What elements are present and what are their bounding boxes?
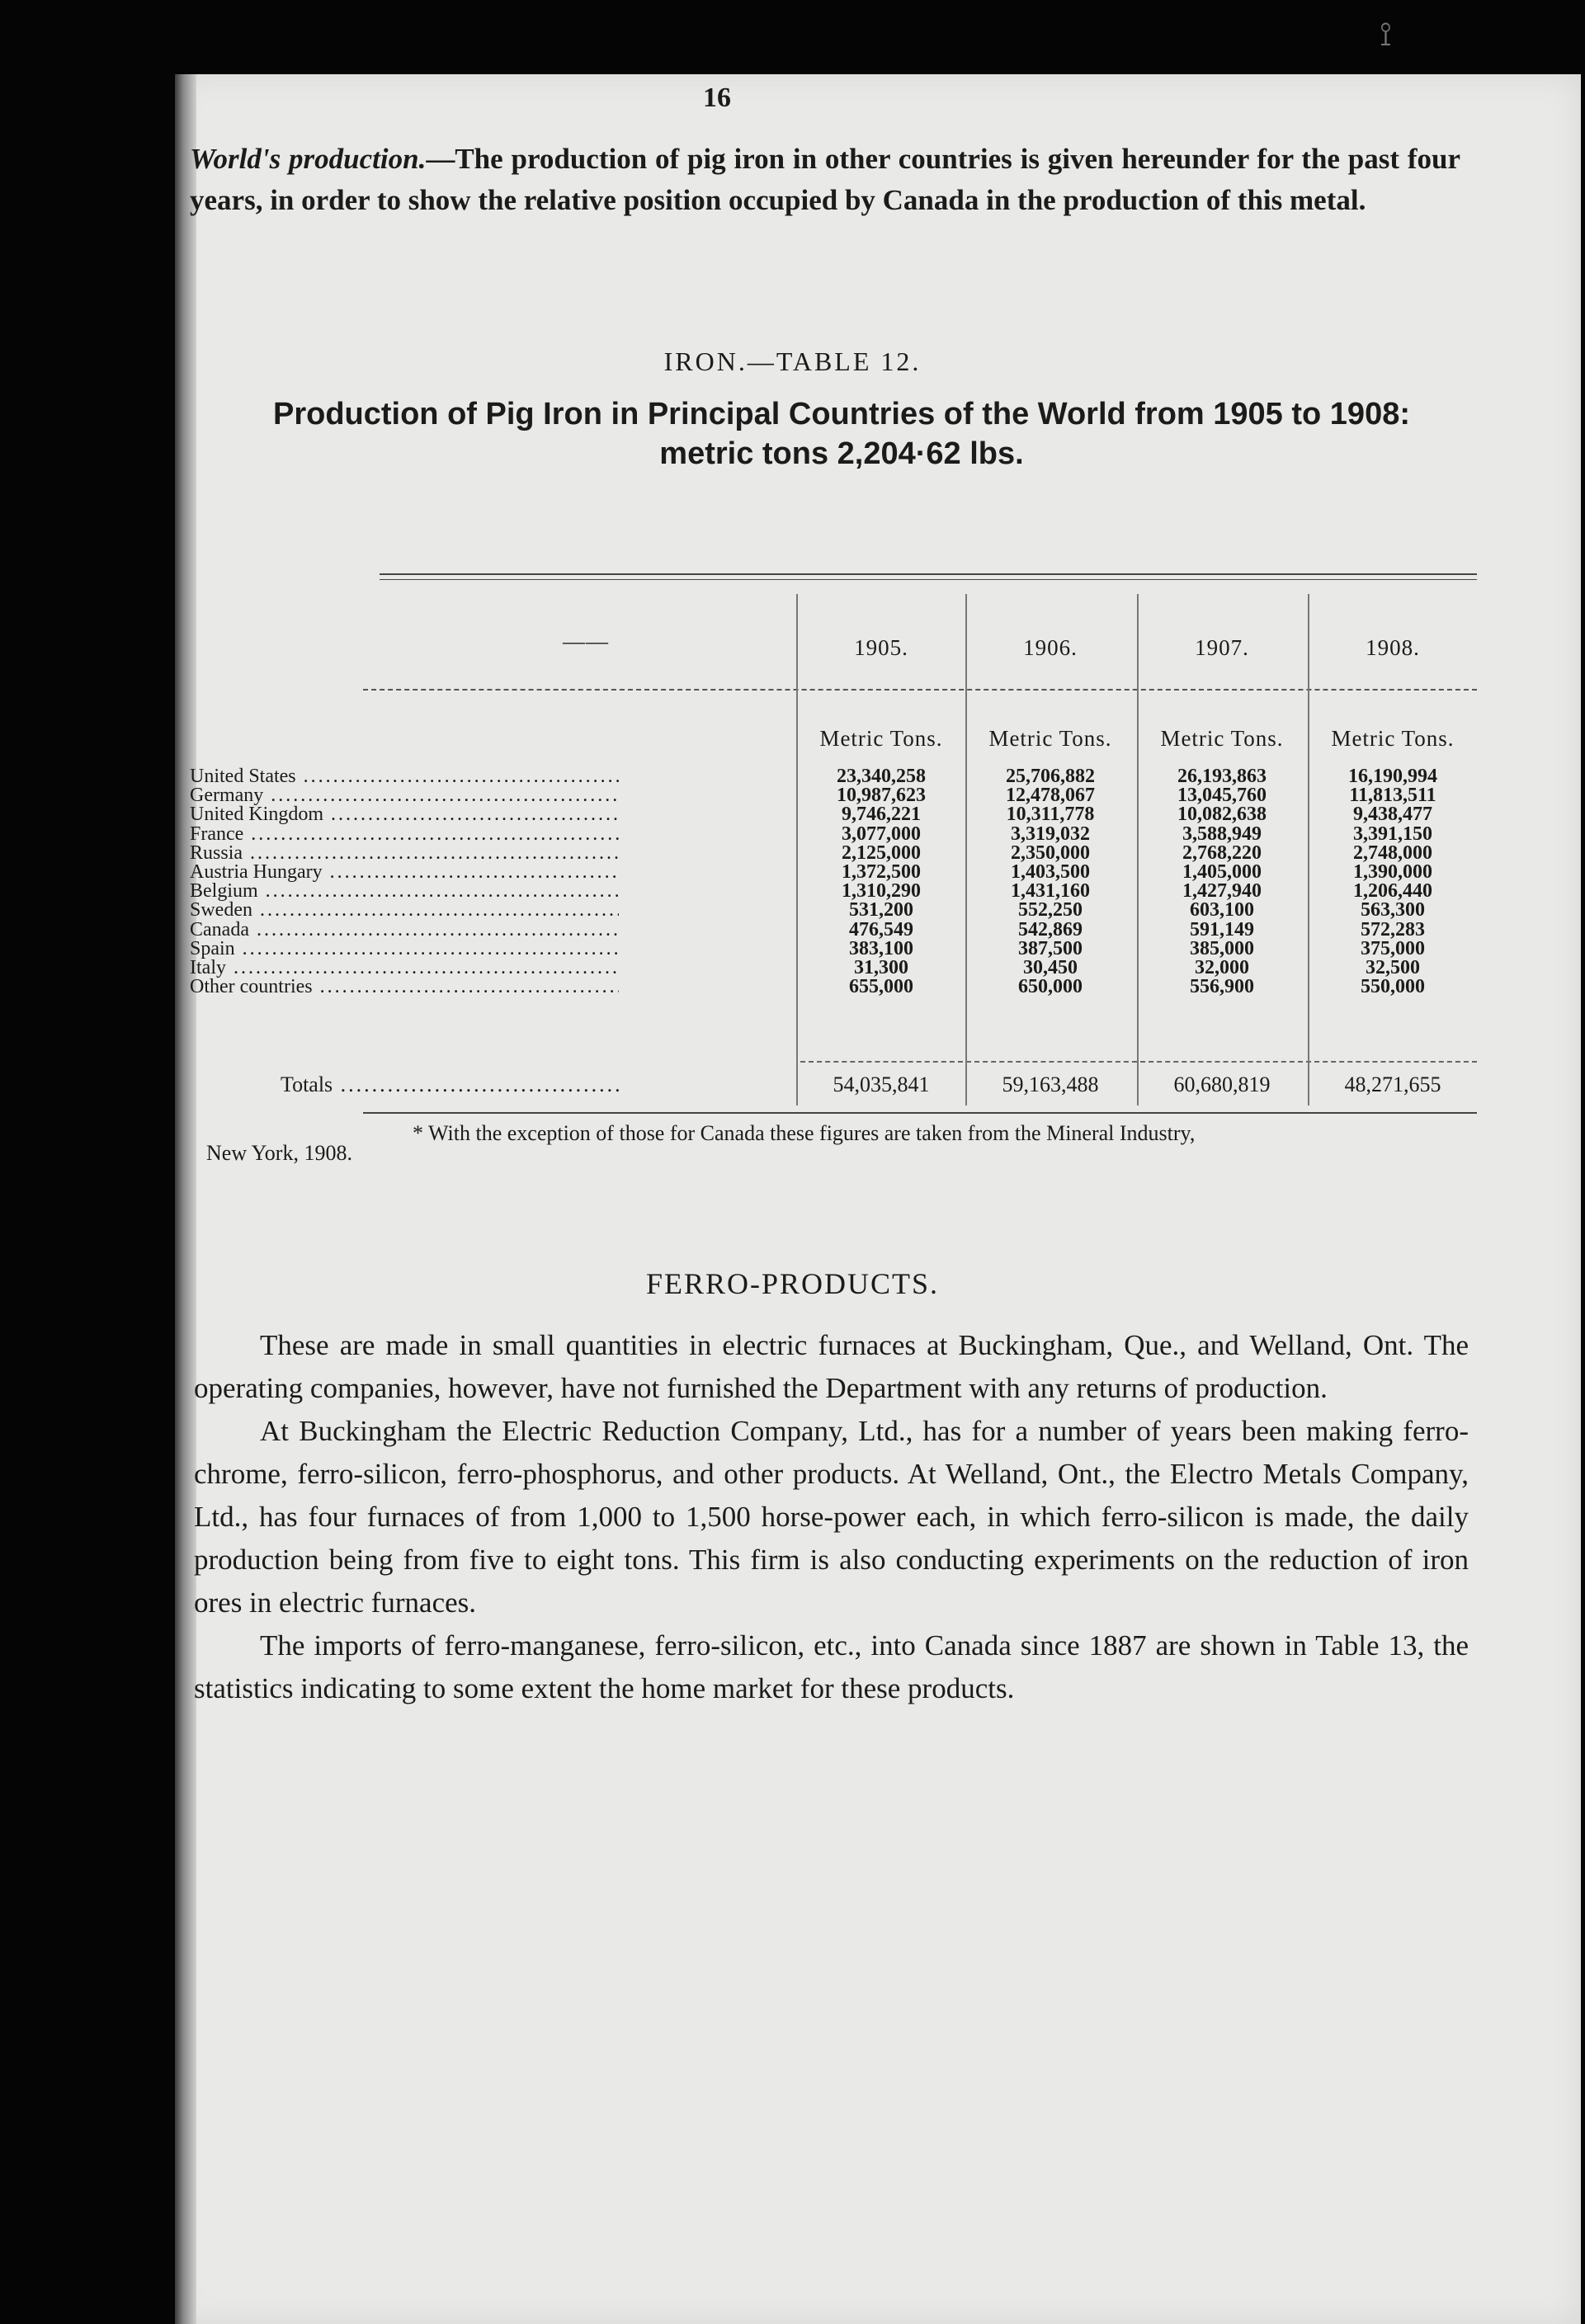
- page-number: 16: [703, 82, 731, 113]
- cell-value: 556,900: [1190, 976, 1254, 998]
- cell-value: 550,000: [1361, 976, 1425, 998]
- table-row: [190, 938, 1493, 957]
- year-1908: 1908.: [1366, 635, 1420, 660]
- table-row: [190, 804, 1493, 826]
- year-1905: 1905.: [854, 635, 908, 660]
- cell-value: 2,748,000: [1353, 841, 1432, 864]
- cell-value: 385,000: [1190, 937, 1254, 959]
- cell-value: 375,000: [1361, 937, 1425, 959]
- table-top-rule-2: [380, 579, 1477, 580]
- ferro-paragraph-1: These are made in small quantities in electric furnaces at Buckingham, Que., and Welland, Ont. The operating companies, however, have not furnished the Department with any returns of production.: [194, 1329, 1469, 1404]
- cell-value: 3,319,032: [1011, 823, 1090, 845]
- cell-value: 531,200: [849, 899, 913, 922]
- film-mark-icon: ⟟: [1380, 16, 1392, 53]
- year-1906: 1906.: [1023, 635, 1078, 660]
- cell-value: 11,813,511: [1349, 785, 1436, 807]
- ferro-paragraph-2: At Buckingham the Electric Reduction Company, Ltd., has for a number of years been making ferro-chrome, ferro-silicon, ferro-phosphorus, and other products. At Welland, Ont., the Electro Metals Company, Ltd., has four furnaces of from 1,000 to 1,500 horse-power each, in which ferro-silicon is made, the daily production being from five to eight tons. This firm is also conducting experiments on the reduction of iron ores in electric furnaces.: [194, 1415, 1469, 1619]
- cell-value: 1,427,940: [1182, 880, 1262, 903]
- total-1908: 48,271,655: [1344, 1072, 1441, 1096]
- cell-value: 25,706,882: [1006, 766, 1095, 787]
- table-row: [190, 766, 1493, 785]
- table-row: [190, 785, 1493, 807]
- cell-value: 13,045,760: [1177, 785, 1267, 807]
- table-row: [190, 861, 1493, 883]
- cell-value: 1,403,500: [1011, 861, 1090, 883]
- cell-value: 9,438,477: [1353, 804, 1432, 826]
- cell-value: 31,300: [854, 957, 908, 978]
- cell-value: 387,500: [1018, 937, 1083, 959]
- cell-value: 9,746,221: [842, 804, 921, 826]
- section-title: FERRO-PRODUCTS.: [645, 1267, 940, 1300]
- cell-value: 1,405,000: [1182, 861, 1262, 883]
- table-row: [190, 957, 1493, 976]
- cell-value: 1,372,500: [842, 861, 921, 883]
- country-name: United States .....: [190, 766, 619, 788]
- cell-value: 655,000: [849, 976, 913, 998]
- cell-value: 10,987,623: [837, 785, 926, 807]
- country-name: Spain .....: [190, 938, 619, 960]
- country-name: Other countries .....: [190, 976, 619, 998]
- country-name: Russia .....: [190, 842, 619, 865]
- country-name: Germany .....: [190, 785, 619, 807]
- table-row: [190, 880, 1493, 903]
- intro-paragraph: [190, 139, 1460, 221]
- totals-divider: [800, 1061, 1477, 1063]
- cell-value: 476,549: [849, 918, 913, 940]
- cell-value: 1,206,440: [1353, 880, 1432, 903]
- country-name: Canada .....: [190, 919, 619, 941]
- cell-value: 603,100: [1190, 899, 1254, 922]
- footnote-line1: * With the exception of those for Canada these figures are taken from the Mineral Industry,: [413, 1121, 1196, 1145]
- cell-value: 591,149: [1190, 918, 1254, 940]
- cell-value: 10,311,778: [1006, 804, 1095, 826]
- stub-head: ——: [563, 629, 609, 653]
- cell-value: 3,077,000: [842, 823, 921, 845]
- intro-lead: World's production.: [190, 143, 427, 175]
- table-row: [190, 899, 1493, 922]
- cell-value: 2,125,000: [842, 841, 921, 864]
- header-divider: [363, 689, 1477, 691]
- year-1907: 1907.: [1195, 635, 1249, 660]
- cell-value: 552,250: [1018, 899, 1083, 922]
- ferro-paragraph-3: The imports of ferro-manganese, ferro-silicon, etc., into Canada since 1887 are shown in Table 13, the statistics indicating to some extent the home market for these products.: [194, 1629, 1469, 1704]
- unit-1905: Metric Tons.: [819, 726, 943, 751]
- table-row: [190, 919, 1493, 938]
- country-name: Belgium .....: [190, 880, 619, 903]
- unit-1906: Metric Tons.: [988, 726, 1112, 751]
- table-title-line2: metric tons 2,204·62 lbs.: [659, 436, 1024, 471]
- cell-value: 2,768,220: [1182, 841, 1262, 864]
- table-title-line1: Production of Pig Iron in Principal Countries of the World from 1905 to 1908:: [272, 397, 1410, 431]
- cell-value: 572,283: [1361, 918, 1425, 940]
- table-bottom-rule: [363, 1112, 1477, 1114]
- ferro-text: [194, 1324, 1469, 1710]
- total-1906: 59,163,488: [1002, 1072, 1099, 1096]
- unit-1907: Metric Tons.: [1160, 726, 1284, 751]
- cell-value: 16,190,994: [1348, 766, 1437, 787]
- country-name: United Kingdom .....: [190, 804, 619, 826]
- cell-value: 26,193,863: [1177, 766, 1267, 787]
- footnote-line2: New York, 1908.: [206, 1141, 352, 1165]
- table-top-rule: [380, 573, 1477, 575]
- table-row: [190, 823, 1493, 845]
- totals-label: Totals .....: [281, 1072, 619, 1097]
- cell-value: 30,450: [1023, 957, 1078, 978]
- country-name: Sweden .....: [190, 899, 619, 922]
- country-name: Italy .....: [190, 957, 619, 979]
- cell-value: 1,390,000: [1353, 861, 1432, 883]
- total-1907: 60,680,819: [1173, 1072, 1271, 1096]
- cell-value: 1,431,160: [1011, 880, 1090, 903]
- cell-value: 10,082,638: [1177, 804, 1267, 826]
- cell-value: 23,340,258: [837, 766, 926, 787]
- table-title: [190, 394, 1493, 474]
- cell-value: 3,391,150: [1353, 823, 1432, 845]
- cell-value: 650,000: [1018, 976, 1083, 998]
- cell-value: 542,869: [1018, 918, 1083, 940]
- table-row: [190, 976, 1493, 998]
- cell-value: 563,300: [1361, 899, 1425, 922]
- intro-text: —The production of pig iron in other countries is given hereunder for the past four years, in order to show the relative position occupied by Canada in the production of this metal.: [190, 143, 1460, 216]
- country-name: Austria Hungary .....: [190, 861, 619, 884]
- cell-value: 32,000: [1195, 957, 1249, 978]
- country-name: France .....: [190, 823, 619, 846]
- unit-1908: Metric Tons.: [1331, 726, 1455, 751]
- total-1905: 54,035,841: [833, 1072, 930, 1096]
- table-row: [190, 841, 1493, 864]
- cell-value: 2,350,000: [1011, 841, 1090, 864]
- cell-value: 383,100: [849, 937, 913, 959]
- cell-value: 32,500: [1366, 957, 1420, 978]
- cell-value: 1,310,290: [842, 880, 921, 903]
- table-footnote: [206, 1121, 1493, 1165]
- cell-value: 3,588,949: [1182, 823, 1262, 845]
- table-label: IRON.—TABLE 12.: [663, 346, 922, 376]
- cell-value: 12,478,067: [1006, 785, 1095, 807]
